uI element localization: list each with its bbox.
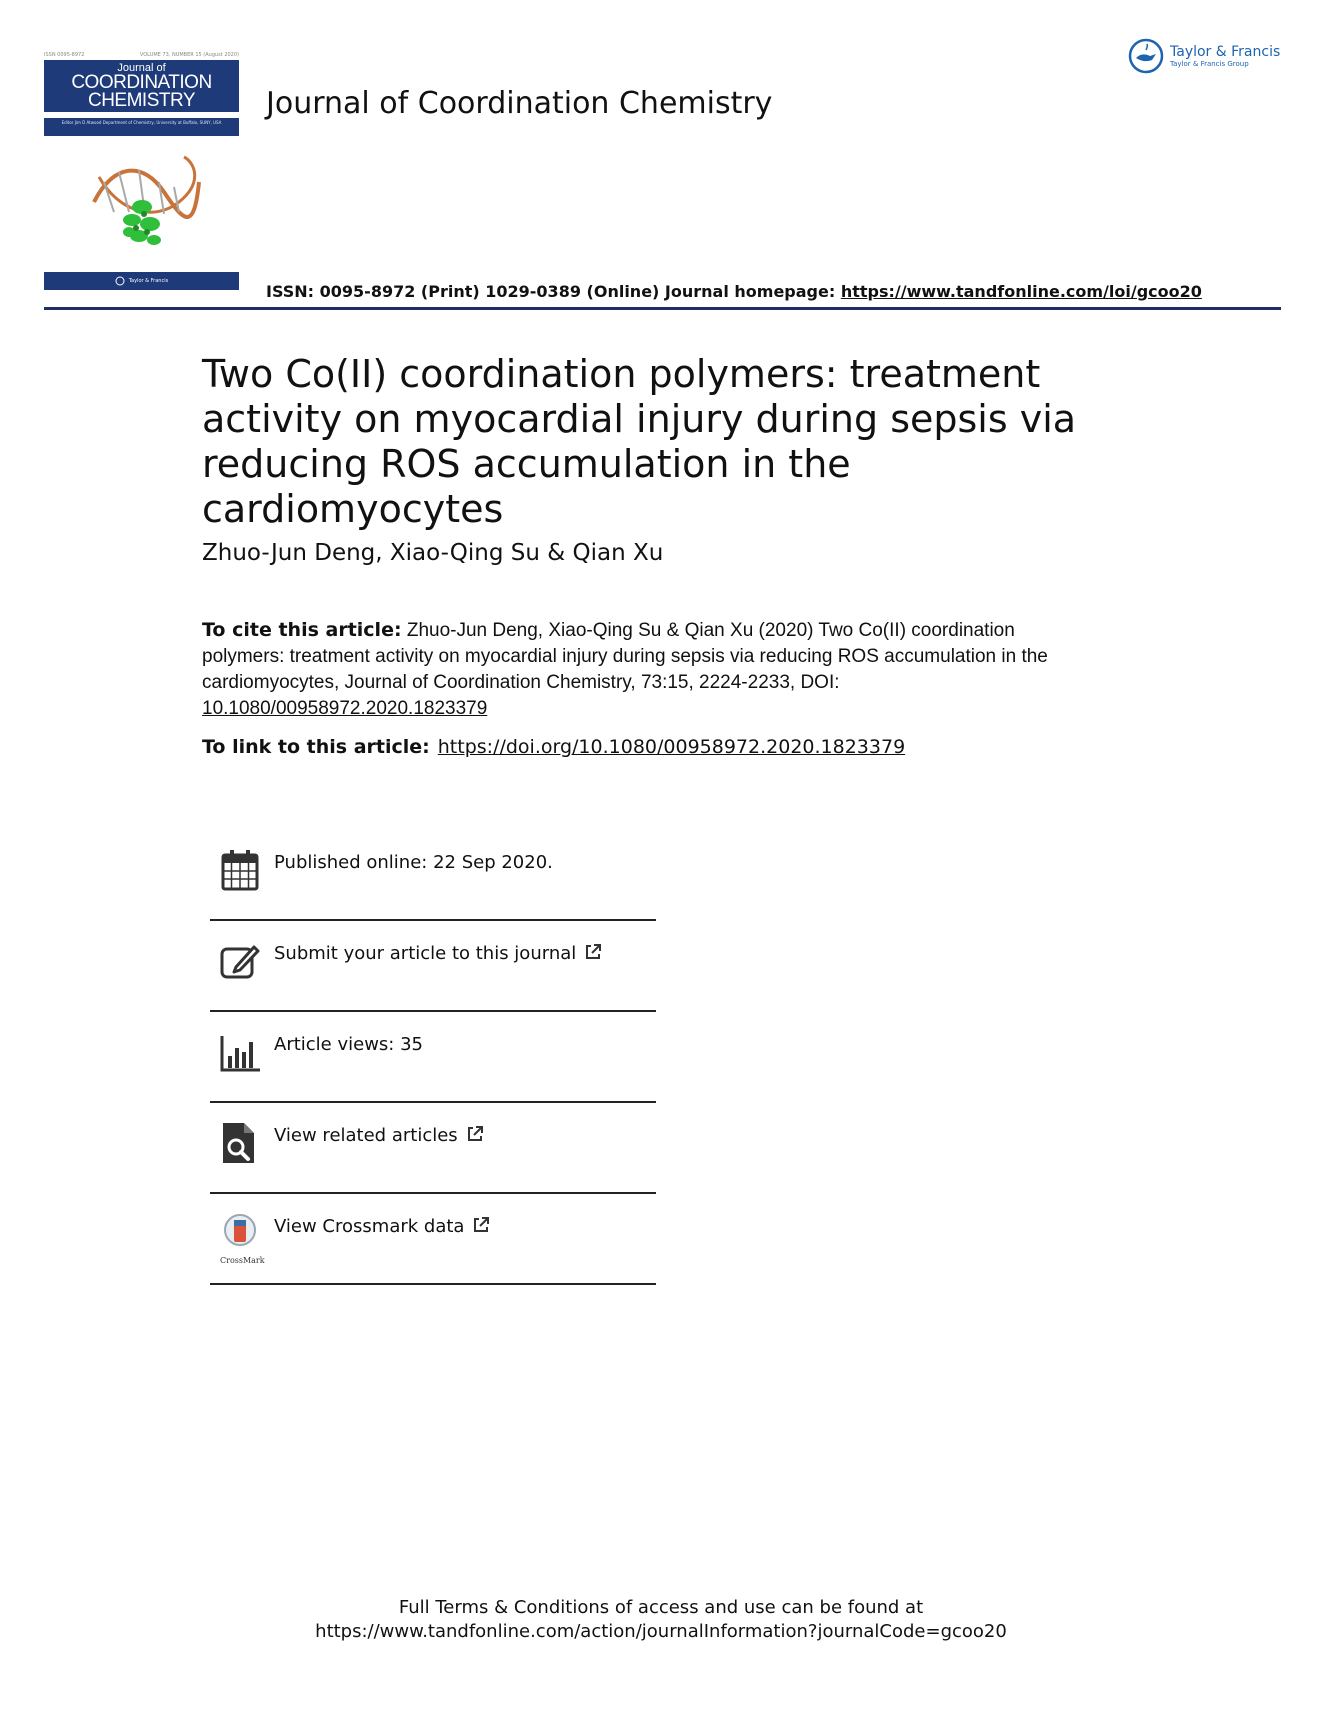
article-views-item	[210, 1012, 656, 1103]
publisher-name: Taylor & Francis	[1170, 43, 1281, 60]
cite-doi-link[interactable]: 10.1080/00958972.2020.1823379	[202, 698, 488, 719]
published-online-label: Published online: 22 Sep 2020.	[274, 852, 553, 873]
submit-article-item[interactable]	[210, 921, 656, 1012]
footer-terms-text: Full Terms & Conditions of access and use can be found at	[398, 1597, 924, 1618]
related-articles-item[interactable]	[210, 1103, 656, 1194]
taylor-francis-lamp-icon	[1128, 38, 1164, 74]
issn-text: ISSN: 0095-8972 (Print) 1029-0389 (Online) Journal homepage:	[266, 282, 841, 301]
related-articles-link[interactable]	[274, 1125, 484, 1146]
calendar-icon	[220, 848, 260, 892]
article-views-label: Article views: 35	[274, 1034, 423, 1055]
terms-footer	[0, 1596, 1322, 1644]
citation-block	[202, 617, 1102, 722]
cover-publisher: Taylor & Francis	[128, 278, 169, 284]
cover-issn: ISSN 0095-8972	[44, 52, 85, 58]
crossmark-link[interactable]	[274, 1216, 490, 1237]
article-authors: Zhuo-Jun Deng, Xiao-Qing Su & Qian Xu	[202, 540, 664, 566]
cover-editor-band: Editor Jim D Atwood Department of Chemistry, University at Buffalo, SUNY, USA	[44, 118, 239, 136]
crossmark-caption: CrossMark	[220, 1256, 265, 1265]
article-link-line	[202, 736, 905, 758]
bar-chart-icon	[220, 1030, 260, 1074]
submit-article-label: Submit your article to this journal	[274, 943, 577, 964]
crossmark-icon	[220, 1212, 260, 1256]
cover-volume: VOLUME 73, NUMBER 15 (August 2020)	[139, 52, 239, 58]
edit-icon	[220, 939, 260, 983]
cite-text: Zhuo-Jun Deng, Xiao-Qing Su & Qian Xu (2020) Two Co(II) coordination polymers: treatment activity on myocardial injury during sepsis via reducing ROS accumulation in the cardiomyocytes, Journal of Coordination Chemistry, 73:15, 2224-2233, DOI:	[202, 620, 1048, 693]
journal-title: Journal of Coordination Chemistry	[266, 86, 773, 121]
journal-homepage-link[interactable]: https://www.tandfonline.com/loi/gcoo20	[840, 282, 1202, 301]
cover-publisher-band	[44, 272, 239, 290]
cover-meta	[44, 52, 239, 60]
cover-title-band	[44, 60, 239, 112]
crossmark-item[interactable]	[210, 1194, 656, 1285]
search-document-icon	[220, 1121, 260, 1165]
link-label: To link to this article:	[202, 736, 430, 758]
publisher-logo[interactable]	[1128, 38, 1280, 74]
related-articles-label: View related articles	[274, 1125, 458, 1146]
cite-label: To cite this article:	[202, 619, 402, 641]
issn-line	[266, 282, 1202, 301]
header-divider	[44, 307, 1281, 310]
journal-cover	[44, 52, 239, 292]
external-link-icon	[466, 1125, 484, 1143]
article-actions-list	[210, 830, 656, 1285]
molecule-image	[84, 152, 204, 252]
tf-mini-logo-icon	[115, 276, 125, 286]
external-link-icon	[584, 943, 602, 961]
footer-terms-url[interactable]: https://www.tandfonline.com/action/journalInformation?journalCode=gcoo20	[315, 1621, 1007, 1642]
cover-chemistry: CHEMISTRY	[87, 90, 196, 111]
article-title: Two Co(II) coordination polymers: treatment activity on myocardial injury during sepsis via reducing ROS accumulation in the cardiomyocytes	[202, 352, 1077, 531]
publisher-group: Taylor & Francis Group	[1170, 59, 1249, 68]
cover-journal-of: Journal of	[117, 62, 166, 74]
crossmark-label: View Crossmark data	[274, 1216, 465, 1237]
external-link-icon	[472, 1216, 490, 1234]
submit-article-link[interactable]	[274, 943, 602, 964]
published-online-item	[210, 830, 656, 921]
article-doi-link[interactable]: https://doi.org/10.1080/00958972.2020.1823379	[437, 736, 906, 758]
cover-coordination: COORDINATION	[71, 72, 212, 93]
